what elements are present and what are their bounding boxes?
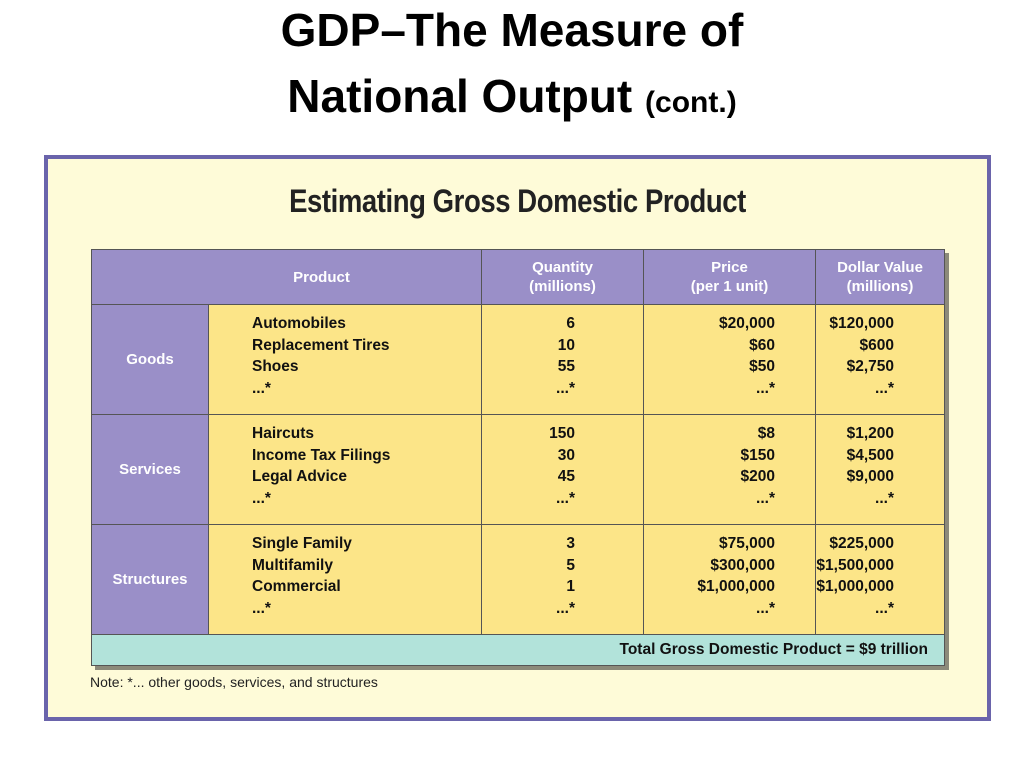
structures-values xyxy=(816,525,944,635)
list-item: $1,500,000 xyxy=(816,556,894,574)
list-item: Shoes xyxy=(252,358,299,376)
header-quantity-unit: (millions) xyxy=(529,278,596,295)
list-item: $1,200 xyxy=(846,425,894,442)
services-products xyxy=(209,415,482,525)
list-item: $2,750 xyxy=(846,358,894,376)
list-item: $1,000,000 xyxy=(816,578,894,596)
slide-title-cont: (cont.) xyxy=(645,86,737,119)
list-item: 10 xyxy=(557,336,575,354)
list-item: Automobiles xyxy=(252,315,346,332)
list-item: ...* xyxy=(875,490,894,508)
header-product-label: Product xyxy=(293,268,350,286)
list-item: Replacement Tires xyxy=(252,336,390,354)
header-quantity-label: Quantity xyxy=(532,259,593,276)
services-quantities xyxy=(482,415,644,525)
table-title: Estimating Gross Domestic Product xyxy=(289,183,746,219)
list-item: ...* xyxy=(252,490,271,508)
list-item: $200 xyxy=(740,468,775,486)
list-item: ...* xyxy=(756,380,775,398)
goods-quantities xyxy=(482,305,644,415)
header-price-unit: (per 1 unit) xyxy=(690,278,769,295)
list-item: ...* xyxy=(875,600,894,618)
category-goods: Goods xyxy=(92,305,209,415)
list-item: $50 xyxy=(749,358,775,376)
list-item: $8 xyxy=(757,425,775,442)
list-item: ...* xyxy=(556,600,575,618)
services-values xyxy=(816,415,944,525)
list-item: Commercial xyxy=(252,578,341,596)
list-item: Legal Advice xyxy=(252,468,348,486)
goods-values xyxy=(816,305,944,415)
list-item: 30 xyxy=(557,446,575,464)
list-item: 3 xyxy=(566,535,575,552)
list-item: 45 xyxy=(557,468,575,486)
table-note: Note: *... other goods, services, and structures xyxy=(90,674,378,690)
list-item: $60 xyxy=(749,336,775,354)
list-item: ...* xyxy=(756,490,775,508)
list-item: ...* xyxy=(556,490,575,508)
slide-title-line2 xyxy=(0,68,1024,131)
category-structures: Structures xyxy=(92,525,209,635)
header-value-label: Dollar Value xyxy=(837,259,923,276)
list-item: $600 xyxy=(859,336,894,354)
list-item: 1 xyxy=(566,578,575,596)
header-value-unit: (millions) xyxy=(846,278,914,295)
list-item: $225,000 xyxy=(829,535,894,552)
list-item: Income Tax Filings xyxy=(252,446,391,464)
list-item: $1,000,000 xyxy=(697,578,775,596)
list-item: Haircuts xyxy=(252,425,315,442)
structures-products xyxy=(209,525,482,635)
list-item: ...* xyxy=(252,600,271,618)
goods-products xyxy=(209,305,482,415)
header-value xyxy=(816,250,944,305)
header-quantity xyxy=(482,250,644,305)
list-item: $20,000 xyxy=(718,315,775,332)
header-price xyxy=(644,250,816,305)
list-item: $150 xyxy=(740,446,775,464)
list-item: $4,500 xyxy=(846,446,894,464)
goods-prices xyxy=(644,305,816,415)
structures-prices xyxy=(644,525,816,635)
list-item: 55 xyxy=(557,358,575,376)
list-item: ...* xyxy=(756,600,775,618)
gdp-table xyxy=(91,249,945,666)
slide-title-line1: GDP–The Measure of xyxy=(280,4,744,56)
list-item: 5 xyxy=(566,556,575,574)
list-item: $75,000 xyxy=(718,535,775,552)
header-product xyxy=(92,250,482,305)
list-item: Single Family xyxy=(252,535,352,552)
list-item: ...* xyxy=(556,380,575,398)
list-item: $300,000 xyxy=(710,556,775,574)
list-item: 6 xyxy=(566,315,575,332)
header-price-label: Price xyxy=(711,259,748,276)
structures-quantities xyxy=(482,525,644,635)
services-prices xyxy=(644,415,816,525)
category-services: Services xyxy=(92,415,209,525)
list-item: ...* xyxy=(875,380,894,398)
slide-title-main: National Output xyxy=(287,70,633,122)
list-item: ...* xyxy=(252,380,271,398)
list-item: Multifamily xyxy=(252,556,333,574)
total-gdp-row: Total Gross Domestic Product = $9 trillion xyxy=(92,635,944,665)
list-item: $120,000 xyxy=(829,315,894,332)
list-item: $9,000 xyxy=(846,468,894,486)
list-item: 150 xyxy=(549,425,575,442)
gdp-figure xyxy=(44,155,991,721)
